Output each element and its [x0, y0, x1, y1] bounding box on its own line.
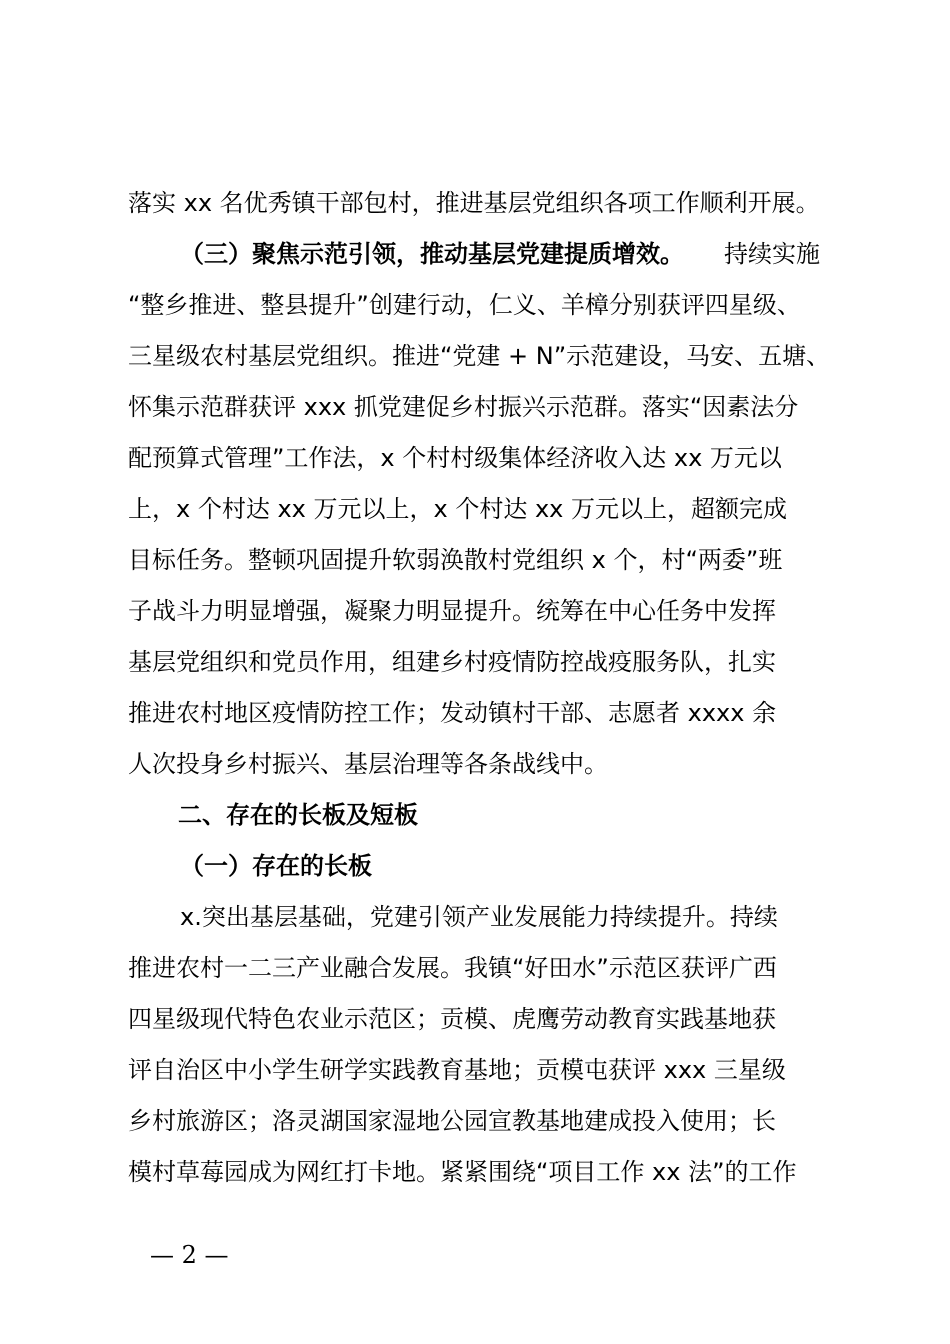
paragraph-line: 目标任务。整顿巩固提升软弱涣散村党组织 x 个，村“两委”班 [128, 546, 783, 574]
paragraph-line: 推进农村一二三产业融合发展。我镇“好田水”示范区获评广西 [128, 954, 777, 982]
paragraph-line: 配预算式管理”工作法，x 个村村级集体经济收入达 xx 万元以 [128, 444, 782, 472]
paragraph-line: 推进农村地区疫情防控工作；发动镇村干部、志愿者 xxxx 余 [128, 699, 777, 727]
section-heading-3: （三）聚焦示范引领，推动基层党建提质增效。 [180, 240, 684, 268]
paragraph-line: 上，x 个村达 xx 万元以上，x 个村达 xx 万元以上，超额完成 [128, 495, 787, 523]
section-heading-2: 二、存在的长板及短板 [178, 801, 418, 829]
paragraph-line: 子战斗力明显增强，凝聚力明显提升。统筹在中心任务中发挥 [128, 597, 776, 625]
paragraph-line: x.突出基层基础，党建引领产业发展能力持续提升。持续 [180, 903, 778, 931]
paragraph-line: “整乡推进、整县提升”创建行动，仁义、羊樟分别获评四星级、 [128, 291, 801, 319]
paragraph-line: 人次投身乡村振兴、基层治理等各条战线中。 [128, 750, 608, 778]
paragraph-line: 持续实施 [724, 240, 820, 268]
paragraph-line: 模村草莓园成为网红打卡地。紧紧围绕“项目工作 xx 法”的工作 [128, 1158, 797, 1186]
paragraph-line: 乡村旅游区；洛灵湖国家湿地公园宣教基地建成投入使用；长 [128, 1107, 776, 1135]
paragraph-line: 四星级现代特色农业示范区；贡模、虎鹰劳动教育实践基地获 [128, 1005, 776, 1033]
paragraph-line: 落实 xx 名优秀镇干部包村，推进基层党组织各项工作顺利开展。 [128, 189, 820, 217]
paragraph-line: 基层党组织和党员作用，组建乡村疫情防控战疫服务队，扎实 [128, 648, 776, 676]
subsection-heading-1: （一）存在的长板 [180, 852, 372, 880]
paragraph-line: 怀集示范群获评 xxx 抓党建促乡村振兴示范群。落实“因素法分 [128, 393, 799, 421]
page-number: — 2 — [150, 1241, 229, 1269]
paragraph-line: 三星级农村基层党组织。推进“党建 + N”示范建设，马安、五塘、 [128, 342, 831, 370]
paragraph-line: 评自治区中小学生研学实践教育基地；贡模屯获评 xxx 三星级 [128, 1056, 786, 1084]
